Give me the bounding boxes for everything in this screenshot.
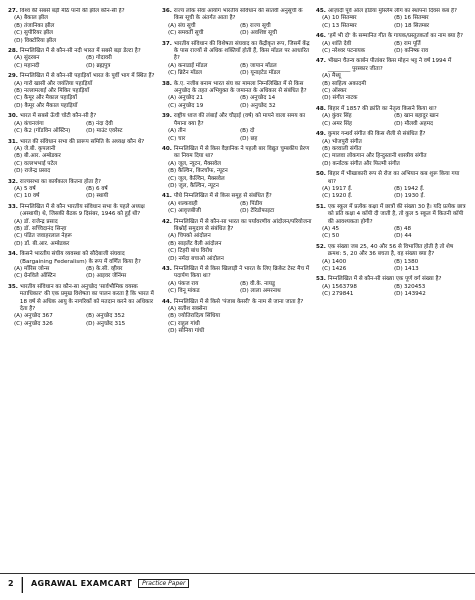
answer-option[interactable]: (D) संगीत नाटक [322,95,358,102]
question-header [316,171,466,186]
answer-option[interactable]: (B) राज्य सूची [240,22,271,29]
options-list [14,266,158,281]
question-text: निम्नलिखित में से कौन भारतीय संविधान सभा के पहले अध्यक्ष (अस्थायी) थे, जिसकी बैठक 9 दिसंबर, 1946 को हुई थी? [19,203,145,218]
answer-option[interactable]: (C) अनुच्छेद 19 [168,102,204,109]
answer-option[interactable]: (D) 18 सितम्बर [394,22,430,29]
answer-option[interactable]: (D) कैमूर और मैकाल पहाड़ियाँ [14,102,78,109]
question-text: निम्नलिखित में से कौन-सी संख्या एक पूर्ण वर्ग संख्या है? [327,276,442,283]
options-list [322,186,466,201]
question-header [162,41,312,63]
question-header [162,8,312,23]
answer-option[interactable]: (B) बी.आर. अम्बेडकर [14,153,61,160]
question-item [162,219,312,263]
question-number: 42. [162,218,172,225]
question-number: 53. [316,276,326,283]
question-header [162,299,312,306]
answer-option[interactable]: (B) नंदा देवी [86,120,113,127]
options-list [168,63,312,78]
question-number: 27. [8,8,18,14]
question-item [162,113,312,143]
options-list [322,259,466,274]
column-2 [162,8,312,568]
question-text: भारतीय संविधान की विशेषता संघवाद का केंद्रीकृत रूप, जिसमें केंद्र के पास राज्यों से अधिक शक्तियाँ होती हैं, किस मॉडल पर आधारित है? [173,40,310,62]
answer-option[interactable]: (C) 50 [322,233,340,240]
page-number: 2 [8,578,14,588]
answer-option[interactable]: (D) लाला अमरनाथ [240,288,281,295]
answer-option[interactable]: (A) 5 वर्ष [14,185,36,192]
question-item [162,41,312,78]
answer-option[interactable]: (A) कनाडाई मॉडल [168,62,208,69]
answer-option[interactable]: (C) ऑस्कर [322,88,347,95]
question-item [316,106,466,128]
question-text: पौधे निम्नलिखित में से किस समूह से संबंधित हैं? [173,193,272,200]
answer-option[interactable]: (D) आइवर जेनिंग्स [86,273,127,280]
options-list [14,219,158,249]
question-header [8,204,158,219]
answer-option[interactable]: (A) शांति देवी [322,40,352,47]
question-text: भीखन चैतन्य कार्बन पीतांबर किस मोहन भट्ट ने वर्ष 1994 में ________ पुरस्कार जीता? [327,58,452,72]
footer-divider: | [19,573,25,593]
options-list [14,146,158,176]
brand-name: AGRAWAL EXAMCART [30,578,133,588]
question-header [316,33,466,40]
options-list [14,15,158,45]
answer-option[interactable]: (A) डॉ. राजेन्द्र प्रसाद [14,218,58,225]
answer-option[interactable]: (B) पिंडीय [240,200,263,207]
answer-option[interactable]: (A) अनुच्छेद 21 [168,95,204,102]
answer-option[interactable]: (C) अनुच्छेद 326 [14,320,53,327]
question-text: निम्नलिखित में से कौन-सा भारत का पर्यावरणीय आंदोलन/परियोजना बिश्नोई समुदाय से संबंधित है? [173,218,312,232]
question-item [162,266,312,296]
question-text: एक संख्या जब 25, 40 और 56 से विभाजित होती है तो शेष क्रमश: 5, 20 और 36 बचता है, वह संख्या क्या है? [327,243,454,258]
question-item [8,204,158,248]
question-header [316,276,466,283]
answer-option[interactable]: (D) राजेन्द्र प्रसाद [14,168,51,175]
question-item [162,81,312,111]
question-text: एक स्कूल में प्रत्येक कक्षा में छात्रों की संख्या 30 है। यदि प्रत्येक छात्र को प्रति कक्षा 4 कॉपी दी जाती है, तो कुल 5 स्कूल में कितनी कॉपी की आवश्यकता होगी? [327,203,466,225]
question-item [316,8,466,30]
brand-tag: Practice Paper [138,579,189,588]
answer-option[interactable]: (A) 1400 [322,258,347,265]
answer-option[interactable]: (B) कव्वाली संगीत [322,145,362,152]
options-list [168,161,312,191]
answer-option[interactable]: (A) मैथ्यू [322,73,341,80]
answer-option[interactable]: (D) जूल, कैल्विन, न्यूटन [168,182,219,189]
answer-option[interactable]: (D) ब्रह्मपुत्र [86,62,111,69]
question-text: निम्नलिखित में से कौन-सी पहाड़ियाँ भारत के पूर्वी भाग में स्थित हैं? [19,73,155,80]
answer-option[interactable]: (D) स्थायी [86,193,109,200]
question-item [8,73,158,110]
options-list [168,95,312,110]
question-item [162,146,312,190]
answer-option[interactable]: (C) ग्रेनविले ऑस्टिन [14,273,56,280]
answer-option[interactable]: (D) टेरिडोफाइटा [240,208,275,215]
question-item [316,244,466,274]
answer-option[interactable]: (D) माउंट एवरेस्ट [86,128,123,135]
answer-option[interactable]: (D) 1930 ई. [394,193,425,200]
question-header [316,244,466,259]
answer-option[interactable]: (B) 1380 [394,258,419,265]
answer-option[interactable]: (C) चार [168,135,186,142]
answer-option[interactable]: (A) संघ सूची [168,22,196,29]
answer-option[interactable]: (A) मॉरिस जोन्स [14,266,50,272]
question-number: 36. [162,8,172,14]
answer-option[interactable]: (B) वी.के. नायडू [240,280,275,287]
answer-option[interactable]: (A) 1917 ई. [322,185,353,192]
question-header [162,81,312,96]
question-text: निम्नलिखित में से कौन-सी नदी भारत में सबसे बड़ा डेल्टा है? [19,48,141,55]
question-item [8,48,158,70]
answer-option[interactable]: (B) अनुच्छेद 352 [86,313,125,320]
question-item [8,139,158,176]
question-text: कुमार गन्धर्व संगीत की किस शैली से संबंधित हैं? [327,131,426,138]
answer-option[interactable]: (C) अमर सिंह [322,120,352,127]
answer-option[interactable]: (B) दो [240,128,255,135]
answer-option[interactable]: (C) सुपीरियर झील [14,30,53,37]
question-item [162,299,312,336]
question-item [162,193,312,215]
answer-option[interactable]: (B) कैल्विन, किरचॉफ, न्यूटन [168,168,228,175]
answer-option[interactable]: (B) के.सी. व्हीयर [86,266,123,272]
question-text: के.ए. नजीब बनाम भारत संघ का मामला निम्नलिखित में से किस अनुच्छेद के तहत अभियुक्त के जमानत के अधिकार से संबंधित है? [173,80,307,95]
question-text: बिहार में भीखाकारी रूप से रोज का अभियान कब शुरू किया गया था? [327,171,460,185]
options-list [322,113,466,128]
options-list [14,313,158,328]
question-header [8,113,158,120]
question-header [8,179,158,186]
question-number: 39. [162,113,172,120]
question-number: 33. [8,203,18,210]
question-text: राष्ट्रीय ध्वज की लंबाई और चौड़ाई (वर्ष) को मापने वाला समय का पैमाना क्या है? [173,113,306,127]
question-number: 29. [8,73,18,80]
question-number: 48. [316,105,326,112]
question-header [316,131,466,138]
question-item [8,251,158,281]
answer-option[interactable]: (C) नरेश्वर पटनायक [322,48,366,55]
options-list [168,23,312,38]
answer-option[interactable]: (C) के2 (गॉडविन ऑस्टिन) [14,128,71,135]
question-text: किसने भारतीय संघीय व्यवस्था को सौदेबाजी संघवाद (Bargaining Federalism) के रूप में वर्णित किया है? [19,251,141,265]
question-number: 44. [162,298,172,305]
options-list [168,306,312,336]
answer-option[interactable]: (B) जापान मॉडल [240,62,277,69]
question-number: 45. [316,8,326,14]
answer-option[interactable]: (A) 45 [322,225,340,232]
answer-option[interactable]: (C) जूल, कैल्विन, मैक्सवेल [168,175,225,182]
question-text: राज्यसभा का कार्यकाल कितना होता है? [19,178,101,185]
question-number: 50. [316,171,326,178]
answer-option[interactable]: (B) तंजानिका झील [14,22,55,29]
answer-option[interactable]: (C) 1426 [322,266,347,272]
options-list [322,139,466,169]
question-number: 47. [316,58,326,65]
options-list [168,233,312,263]
answer-option[interactable]: (D) 143942 [394,291,426,298]
question-number: 32. [8,178,18,185]
answer-option[interactable]: (D) अवशिष्ट सूची [240,30,277,37]
options-list [14,186,158,201]
question-item [8,179,158,201]
question-number: 49. [316,131,326,138]
question-text: आज़ादी पूर्व ऑल इंडिया मुस्लिम लीग का स्थापना दिवस कब है? [327,8,457,14]
answer-option[interactable]: (A) सुंदरबन [14,55,40,62]
question-header [316,204,466,226]
question-page [8,8,467,568]
answer-option[interactable]: (B) 320453 [394,283,426,290]
question-number: 30. [8,113,18,120]
question-item [162,8,312,38]
answer-option[interactable]: (A) शल्कवाही [168,200,198,207]
answer-option[interactable]: (B) डॉ. सच्चिदानंद सिन्हा [14,225,67,232]
answer-option[interactable]: (A) बैकाल झील [14,15,48,22]
answer-option[interactable]: (A) 10 सितम्बर [322,15,357,22]
answer-option[interactable]: (B) 16 सितम्बर [394,15,429,22]
answer-option[interactable]: (D) 44 [394,233,412,240]
answer-option[interactable]: (C) विनू मांकड [168,288,200,295]
question-item [8,8,158,45]
answer-option[interactable]: (B) ज्योतिरादित्य सिंधिया [168,313,221,320]
question-text: भारत की संविधान सभा की प्रारूप समिति के अध्यक्ष कौन थे? [19,138,145,145]
question-text: निम्नलिखित में से किस वैज्ञानिक ने पहली बार विद्युत चुम्बकीय प्रेरण का नियम दिया था? [173,145,310,160]
options-list [322,226,466,241]
question-header [162,219,312,234]
options-list [168,201,312,216]
answer-option[interactable]: (D) अनुच्छेद 315 [86,320,126,327]
question-header [8,284,158,314]
answer-option[interactable]: (D) यूनाइटेड मॉडल [240,70,281,77]
question-item [8,113,158,135]
options-list [14,55,158,70]
answer-option[interactable]: (D) विक्टोरिया झील [14,37,57,44]
answer-option[interactable]: (C) आवृत्तबीजी [168,208,201,215]
question-text: विश्व की सबसे बड़ी मीठे पानी की झील कौन-सी है? [19,8,125,14]
question-header [162,193,312,200]
answer-option[interactable]: (C) राहुल गांधी [168,320,200,327]
answer-option[interactable]: (A) सतीश सक्सेना [168,306,208,313]
answer-option[interactable]: (D) छह [240,135,258,142]
question-header [8,251,158,266]
answer-option[interactable]: (A) चिपको आंदोलन [168,233,211,240]
question-number: 52. [316,243,326,250]
answer-option[interactable]: (A) कंचनजंगा [14,120,44,127]
answer-option[interactable]: (C) मालवा लोकगान और हिन्दुस्तानी शास्त्रीय संगीत [322,153,427,160]
question-header [162,146,312,161]
question-text: भारतीय संविधान का कौन-सा अनुच्छेद 'सार्वभौमिक वयस्क मताधिकार' की एक प्रमुख विशेषता का पालन करता है कि भारत में 18 वर्ष से अधिक आयु के नागरिकों को मतदान करने का अधिकार देता है? [19,283,154,313]
answer-option[interactable]: (B) खान बहादुर खान [394,113,439,120]
question-text: बिहार में 1857 की क्रांति का नेतृत्व किसने किया था? [327,105,437,112]
answer-option[interactable]: (C) ब्रिटेन मॉडल [168,70,202,77]
answer-option[interactable]: (B) साहित्य अकादमी [322,80,367,87]
options-list [14,121,158,136]
question-number: 38. [162,80,172,87]
answer-option[interactable]: (A) कुंवर सिंह [322,113,352,120]
question-header [316,58,466,73]
answer-option[interactable]: (B) अनुच्छेद 14 [240,95,276,102]
answer-option[interactable]: (A) भोजपुरी संगीत [322,138,362,145]
options-list [14,81,158,111]
answer-option[interactable]: (C) वल्लभभाई पटेल [14,160,58,167]
answer-option[interactable]: (D) मौलवी अहमद [394,120,433,127]
answer-option[interactable]: (C) टिहरी बांध विरोध [168,248,213,255]
answer-option[interactable]: (C) 279841 [322,291,354,298]
column-1 [8,8,158,568]
answer-option[interactable]: (B) गोदावरी [86,55,112,62]
question-number: 41. [162,193,172,200]
options-list [322,73,466,103]
question-item [316,58,466,102]
answer-option[interactable]: (D) डॉ. बी.आर. अम्बेडकर [14,240,70,247]
answer-option[interactable]: (B) 1942 ई. [394,185,425,192]
answer-option[interactable]: (D) नर्मदा बचाओ आंदोलन [168,255,224,262]
answer-option[interactable]: (A) 1563798 [322,283,357,290]
question-item [316,276,466,298]
question-number: 31. [8,138,18,145]
answer-option[interactable]: (C) 1920 ई. [322,193,353,200]
answer-option[interactable]: (A) पंकज राय [168,280,199,287]
question-number: 35. [8,283,18,290]
question-item [316,171,466,201]
answer-option[interactable]: (A) तीन [168,128,186,135]
answer-option[interactable]: (D) 1413 [394,266,419,272]
question-text: निम्नलिखित में से किस खिलाड़ी ने भारत के लिए क्रिकेट टेस्ट मैच में पदार्पण किया था? [173,266,310,280]
answer-option[interactable]: (C) महानदी [14,62,40,69]
answer-option[interactable]: (C) पंडित जवाहरलाल नेहरू [14,233,72,240]
question-header [162,266,312,281]
options-list [168,128,312,143]
answer-option[interactable]: (B) नल्लामलाई और मिकिर पहाड़ियाँ [14,88,90,95]
answer-option[interactable]: (B) 48 [394,225,412,232]
answer-option[interactable]: (C) समवर्ती सूची [168,30,204,37]
question-text: राज्य लोक सेवा आयोग भारतीय संविधान की सातवीं अनुसूची के किस सूची के अंतर्गत आता है? [173,8,303,22]
question-item [8,284,158,328]
question-item [316,131,466,168]
answer-option[interactable]: (B) 6 वर्ष [86,185,108,192]
answer-option[interactable]: (A) गारो खासी और जयंतिया पहाड़ियाँ [14,80,93,87]
answer-option[interactable]: (A) जे.बी. कृपलानी [14,145,56,152]
question-number: 28. [8,48,18,55]
question-item [316,204,466,241]
options-list [168,281,312,296]
answer-option[interactable]: (B) राम पूर्ति [394,40,421,47]
answer-option[interactable]: (A) जूल, न्यूटन, मैक्सवेल [168,160,221,167]
question-number: 37. [162,40,172,47]
question-number: 34. [8,251,18,258]
question-text: निम्नलिखित में से किसे 'पंजाब केसरी' के नाम से जाना जाता है? [173,298,304,305]
options-list [322,284,466,299]
answer-option[interactable]: (C) कैमूर और मैकाल पहाड़ियाँ [14,95,77,102]
options-list [322,41,466,56]
question-header [162,113,312,128]
question-header [8,139,158,146]
question-header [8,73,158,80]
question-number: 40. [162,145,172,152]
answer-option[interactable]: (D) कनिष्क राव [394,48,429,55]
question-text: 'हमें भी दो' के सम्मानित गीत के गायक/प्रस्तुतकर्ता का नाम क्या है? [327,33,463,40]
page-footer [0,573,475,592]
question-number: 43. [162,266,172,272]
column-3 [316,8,466,568]
answer-option[interactable]: (C) 10 वर्ष [14,193,40,200]
question-item [316,33,466,55]
question-number: 51. [316,203,326,210]
answer-option[interactable]: (D) कर्नाटक संगीत और फिल्मी संगीत [322,160,400,167]
answer-option[interactable]: (B) साइलेंट वैली आंदोलन [168,240,222,247]
question-text: भारत में सबसे ऊँची चोटी कौन-सी है? [19,113,97,120]
answer-option[interactable]: (A) अनुच्छेद 367 [14,313,53,320]
answer-option[interactable]: (D) सोनिया गांधी [168,328,205,335]
answer-option[interactable]: (C) 13 सितम्बर [322,22,357,29]
answer-option[interactable]: (D) अनुच्छेद 32 [240,102,276,109]
options-list [322,15,466,30]
question-number: 46. [316,33,326,40]
